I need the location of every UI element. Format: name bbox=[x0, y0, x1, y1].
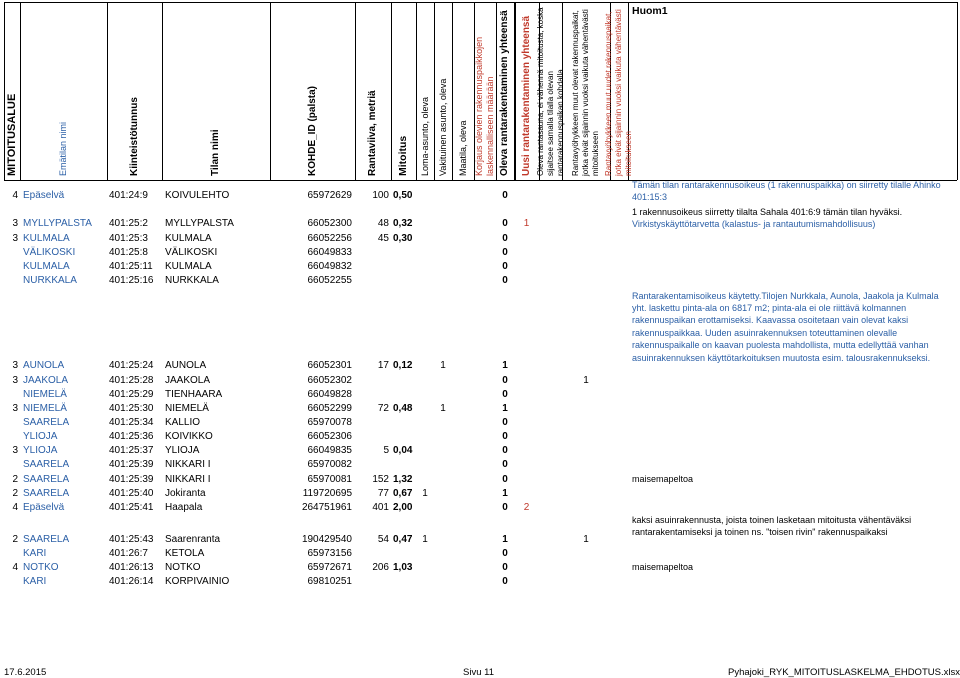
cell-tila: Jokiranta bbox=[165, 488, 206, 499]
cell-ema: SAARELA bbox=[23, 474, 70, 485]
cell-kohde: 66052255 bbox=[307, 275, 352, 286]
cell-tila: NIKKARI I bbox=[165, 474, 211, 485]
cell-mit: 2,00 bbox=[393, 502, 413, 513]
cell-oleva: 0 bbox=[502, 417, 508, 428]
column-header-mitoitus bbox=[397, 136, 410, 176]
cell-kohde: 65970078 bbox=[307, 417, 352, 428]
header-column-divider bbox=[20, 2, 21, 180]
column-header-uusi-yhteensa bbox=[521, 16, 533, 176]
column-header-loma-asunto bbox=[420, 97, 431, 176]
table-row bbox=[4, 562, 628, 576]
cell-mit: 0,04 bbox=[393, 445, 413, 456]
cell-tila: YLIOJA bbox=[165, 445, 200, 456]
column-header-line: sijaitsee samalla tilalla olevan bbox=[545, 71, 555, 176]
cell-kohde: 66049828 bbox=[307, 389, 352, 400]
cell-ranta: 152 bbox=[372, 474, 389, 485]
column-header-rantaviiva bbox=[367, 90, 379, 176]
column-header-line: mitoitukseen bbox=[591, 131, 600, 176]
cell-mo: 1 bbox=[583, 375, 589, 386]
table-row bbox=[4, 548, 628, 562]
column-header-line: Tilan nimi bbox=[210, 129, 221, 176]
table-row bbox=[4, 534, 628, 548]
cell-ema: JAAKOLA bbox=[23, 375, 69, 386]
cell-tila: AUNOLA bbox=[165, 360, 207, 371]
column-header-rantasauna bbox=[536, 7, 566, 176]
cell-ema: KARI bbox=[23, 548, 47, 559]
header-column-divider bbox=[514, 2, 516, 180]
cell-mit: 0,12 bbox=[393, 360, 413, 371]
cell-mit: 0,47 bbox=[393, 534, 413, 545]
cell-tila: KALLIO bbox=[165, 417, 201, 428]
cell-oleva: 0 bbox=[502, 431, 508, 442]
cell-kt: 401:25:43 bbox=[109, 534, 154, 545]
cell-tila: NIEMELÄ bbox=[165, 403, 209, 414]
cell-ranta: 5 bbox=[383, 445, 389, 456]
cell-oleva: 0 bbox=[502, 502, 508, 513]
cell-tila: NURKKALA bbox=[165, 275, 219, 286]
table-row bbox=[4, 502, 628, 516]
column-header-line: Maatila, oleva bbox=[457, 120, 468, 176]
cell-kohde: 66052302 bbox=[307, 375, 352, 386]
header-column-divider bbox=[957, 2, 958, 180]
cell-ema: SAARELA bbox=[23, 488, 70, 499]
cell-kohde: 66052306 bbox=[307, 431, 352, 442]
cell-tila: KULMALA bbox=[165, 233, 212, 244]
cell-tila: JAAKOLA bbox=[165, 375, 211, 386]
cell-uusi: 1 bbox=[523, 218, 530, 229]
column-header-line: jotka eivät sijainnin vuoksi vaikuta vähentävästi bbox=[614, 9, 623, 176]
note-text: kaksi asuinrakennusta, joista toinen lasketaan mitoitusta vähentäväksi rantarakentamiseksi ja toinen ns. "toisen rivin" rakennuspaikaksi bbox=[632, 515, 912, 538]
cell-kt: 401:25:39 bbox=[109, 459, 154, 470]
cell-ranta: 72 bbox=[377, 403, 389, 414]
cell-mit: 0,32 bbox=[393, 218, 413, 229]
column-header-line: Uusi rantarakentaminen yhteensä bbox=[520, 15, 532, 176]
column-header-line: Kiinteistötunnus bbox=[128, 97, 140, 176]
cell-ranta: 17 bbox=[377, 360, 389, 371]
cell-kt: 401:25:36 bbox=[109, 431, 154, 442]
column-header-ematilan-nimi bbox=[58, 122, 69, 176]
cell-alue: 3 bbox=[12, 375, 18, 386]
header-column-divider bbox=[391, 2, 392, 180]
column-header-line: MITOITUSALUE bbox=[5, 93, 18, 176]
cell-mit: 0,67 bbox=[393, 488, 413, 499]
column-header-line: rantarakennuspaikan kohdalla bbox=[555, 69, 565, 176]
table-row bbox=[4, 403, 628, 417]
cell-kohde: 66049833 bbox=[307, 247, 352, 258]
column-header-line: Oleva rantarakentaminen yhteensä bbox=[499, 10, 510, 176]
cell-alue: 4 bbox=[12, 562, 18, 573]
column-header-line: jotka eivät sijainnin vuoksi vaikuta vähentävästi bbox=[581, 9, 590, 176]
footer-page: Sivu 11 bbox=[463, 667, 494, 678]
table-row bbox=[4, 459, 628, 473]
table-row bbox=[4, 190, 628, 204]
cell-kohde: 66049835 bbox=[307, 445, 352, 456]
column-header-line: Oleva rantasauna, ei vähennä mitoitusta, koska bbox=[535, 7, 545, 176]
header-column-divider bbox=[496, 2, 497, 180]
table-row bbox=[4, 389, 628, 403]
column-header-line: Rantavyöhykkeen muut olevat rakennuspaikat, bbox=[571, 10, 580, 176]
footer-date: 17.6.2015 bbox=[4, 667, 47, 678]
header-column-divider bbox=[355, 2, 356, 180]
header-column-divider bbox=[270, 2, 271, 180]
header-column-divider bbox=[4, 2, 5, 180]
cell-ranta: 401 bbox=[372, 502, 389, 513]
column-header-maatila bbox=[458, 120, 469, 176]
cell-kohde: 66052256 bbox=[307, 233, 352, 244]
cell-kohde: 119720695 bbox=[302, 488, 352, 499]
column-header-korjaus bbox=[474, 37, 496, 176]
cell-alue: 4 bbox=[12, 190, 18, 201]
column-header-line: Korjaus olevien rakennuspaikkojen bbox=[474, 36, 484, 176]
table-row bbox=[4, 375, 628, 389]
cell-tila: KORPIVAINIO bbox=[165, 576, 230, 587]
cell-mo: 1 bbox=[583, 534, 589, 545]
header-column-divider bbox=[107, 2, 108, 180]
cell-ema: KULMALA bbox=[23, 261, 70, 272]
cell-kohde: 66049832 bbox=[307, 261, 352, 272]
table-row bbox=[4, 275, 628, 289]
cell-tila: NIKKARI I bbox=[165, 459, 211, 470]
cell-loma: 1 bbox=[422, 488, 428, 499]
cell-ema: KULMALA bbox=[23, 233, 70, 244]
cell-mit: 1,32 bbox=[393, 474, 413, 485]
cell-alue: 3 bbox=[12, 360, 18, 371]
cell-tila: KULMALA bbox=[165, 261, 212, 272]
cell-ema: SAARELA bbox=[23, 534, 70, 545]
cell-oleva: 1 bbox=[502, 360, 508, 371]
header-column-divider bbox=[434, 2, 435, 180]
cell-oleva: 0 bbox=[502, 233, 508, 244]
cell-kt: 401:25:8 bbox=[109, 247, 148, 258]
cell-vak: 1 bbox=[440, 403, 446, 414]
column-header-line: Mitoitus bbox=[397, 135, 410, 176]
cell-alue: 3 bbox=[12, 445, 18, 456]
cell-ranta: 45 bbox=[377, 233, 389, 244]
cell-kohde: 65970081 bbox=[307, 474, 352, 485]
cell-oleva: 0 bbox=[502, 548, 508, 559]
cell-loma: 1 bbox=[422, 534, 428, 545]
cell-ema: SAARELA bbox=[23, 417, 70, 428]
cell-ema: Epäselvä bbox=[23, 502, 65, 513]
cell-ranta: 100 bbox=[372, 190, 389, 201]
cell-kt: 401:25:24 bbox=[109, 360, 154, 371]
table-row bbox=[4, 218, 628, 232]
table-row bbox=[4, 360, 628, 374]
cell-oleva: 0 bbox=[502, 375, 508, 386]
cell-kt: 401:25:11 bbox=[109, 261, 153, 272]
cell-ranta: 206 bbox=[372, 562, 389, 573]
cell-ema: YLIOJA bbox=[23, 445, 58, 456]
table-row bbox=[4, 417, 628, 431]
column-header-line: laskennalliseen määrään bbox=[485, 76, 495, 176]
cell-tila: Saarenranta bbox=[165, 534, 221, 545]
cell-kohde: 65973156 bbox=[307, 548, 352, 559]
cell-ranta: 54 bbox=[377, 534, 389, 545]
table-row bbox=[4, 576, 628, 590]
cell-ema: AUNOLA bbox=[23, 360, 65, 371]
cell-ema: NIEMELÄ bbox=[23, 403, 67, 414]
cell-mit: 0,30 bbox=[393, 233, 413, 244]
cell-kt: 401:25:39 bbox=[109, 474, 154, 485]
note-text: yht. laskettu pinta-ala on 6817 m2; pinta-ala ei ole riittävä kolmannen rakennuspaikan erottamiseksi. Kaavassa osoitetaan vain olevat kaksi rakennuspaikkaa. Uuden asuinrakennuksen toteuttaminen olevalle rakennuspaikalle on kaavan puolesta mahdollista, mutta edellyttää vanhan asuinrakennuksen käyttötarkoituksen muutosta esim. talousrakennukseksi. bbox=[632, 303, 931, 363]
cell-tila: Haapala bbox=[165, 502, 203, 513]
cell-oleva: 0 bbox=[502, 190, 508, 201]
cell-oleva: 1 bbox=[502, 403, 508, 414]
column-header-line: Loma-asunto, oleva bbox=[419, 96, 430, 176]
cell-kt: 401:26:7 bbox=[109, 548, 148, 559]
cell-mit: 0,48 bbox=[393, 403, 413, 414]
table-row bbox=[4, 431, 628, 445]
cell-oleva: 0 bbox=[502, 218, 508, 229]
header-column-divider bbox=[162, 2, 163, 180]
note-text: maisemapeltoa bbox=[632, 562, 694, 572]
cell-oleva: 1 bbox=[502, 534, 508, 545]
cell-kt: 401:26:14 bbox=[109, 576, 154, 587]
cell-kohde: 264751961 bbox=[301, 502, 352, 513]
cell-kt: 401:25:40 bbox=[109, 488, 154, 499]
cell-kohde: 65970082 bbox=[307, 459, 352, 470]
cell-alue: 4 bbox=[12, 502, 18, 513]
table-row bbox=[4, 445, 628, 459]
cell-vak: 1 bbox=[440, 360, 446, 371]
cell-alue: 3 bbox=[12, 218, 18, 229]
column-header-line: Vakituinen asunto, oleva bbox=[437, 78, 448, 176]
cell-kohde: 66052300 bbox=[307, 218, 352, 229]
cell-alue: 2 bbox=[12, 488, 18, 499]
cell-ema: SAARELA bbox=[23, 459, 70, 470]
cell-oleva: 0 bbox=[502, 576, 508, 587]
cell-ranta: 77 bbox=[377, 488, 389, 499]
column-header-kiinteistotunnus bbox=[129, 97, 141, 176]
column-header-vakituinen bbox=[438, 79, 449, 176]
note-text: 1 rakennusoikeus siirretty tilalta Sahala 401:6:9 tämän tilan hyväksi. bbox=[632, 207, 903, 217]
cell-alue: 3 bbox=[12, 233, 18, 244]
cell-tila: KOIVULEHTO bbox=[165, 190, 230, 201]
cell-ema: YLIOJA bbox=[23, 431, 58, 442]
column-header-line: mitoitukseen bbox=[624, 131, 633, 176]
cell-kt: 401:25:16 bbox=[109, 275, 154, 286]
column-header-kohde-id bbox=[307, 86, 319, 176]
cell-ema: VÄLIKOSKI bbox=[23, 247, 76, 258]
column-header-line: Emätilan nimi bbox=[58, 121, 68, 176]
cell-ranta: 48 bbox=[377, 218, 389, 229]
cell-mit: 1,03 bbox=[393, 562, 413, 573]
cell-tila: KETOLA bbox=[165, 548, 205, 559]
cell-alue: 2 bbox=[12, 534, 18, 545]
cell-kt: 401:25:29 bbox=[109, 389, 154, 400]
cell-alue: 2 bbox=[12, 474, 18, 485]
header-top-border bbox=[4, 2, 957, 3]
cell-tila: KOIVIKKO bbox=[165, 431, 213, 442]
cell-kt: 401:25:41 bbox=[109, 502, 154, 513]
column-header-oleva-yhteensa bbox=[499, 10, 511, 176]
note-text: Tämän tilan rantarakennusoikeus (1 rakennuspaikka) on siirretty tilalle Ahinko 401:15:3 bbox=[632, 180, 941, 203]
cell-ema: NIEMELÄ bbox=[23, 389, 67, 400]
column-header-tilan-nimi bbox=[210, 130, 222, 177]
column-header-line: Rantaviiva, metriä bbox=[367, 90, 378, 176]
header-column-divider bbox=[416, 2, 417, 180]
cell-tila: NOTKO bbox=[165, 562, 201, 573]
cell-kt: 401:24:9 bbox=[109, 190, 148, 201]
cell-kt: 401:25:34 bbox=[109, 417, 154, 428]
cell-kohde: 65972671 bbox=[307, 562, 352, 573]
cell-kohde: 66052299 bbox=[307, 403, 352, 414]
cell-oleva: 0 bbox=[502, 389, 508, 400]
cell-kt: 401:26:13 bbox=[109, 562, 154, 573]
table-row bbox=[4, 247, 628, 261]
cell-oleva: 0 bbox=[502, 459, 508, 470]
cell-kt: 401:25:2 bbox=[109, 218, 148, 229]
cell-kt: 401:25:37 bbox=[109, 445, 154, 456]
column-header-mitoitusalue bbox=[6, 94, 19, 176]
cell-uusi: 2 bbox=[523, 502, 530, 513]
cell-oleva: 0 bbox=[502, 247, 508, 258]
cell-oleva: 0 bbox=[502, 261, 508, 272]
note-text: maisemapeltoa bbox=[632, 474, 694, 484]
note-text: Virkistyskäyttötarvetta (kalastus- ja rantautumismahdollisuus) bbox=[632, 219, 876, 229]
note-text: Rantarakentamisoikeus käytetty.Tilojen Nurkkala, Aunola, Jaakola ja Kulmala bbox=[632, 291, 939, 301]
cell-kt: 401:25:3 bbox=[109, 233, 148, 244]
cell-kt: 401:25:30 bbox=[109, 403, 154, 414]
cell-tila: VÄLIKOSKI bbox=[165, 247, 218, 258]
header-column-divider bbox=[452, 2, 453, 180]
cell-oleva: 0 bbox=[502, 275, 508, 286]
column-header-line: Rantavyöhykkeen muut uudet rakennuspaikat, bbox=[604, 11, 613, 176]
cell-ema: NURKKALA bbox=[23, 275, 77, 286]
column-header-muut-olevat bbox=[571, 9, 601, 176]
column-header-line: KOHDE_ID (palsta) bbox=[306, 85, 318, 176]
cell-alue: 3 bbox=[12, 403, 18, 414]
cell-kt: 401:25:28 bbox=[109, 375, 154, 386]
cell-tila: MYLLYPALSTA bbox=[165, 218, 234, 229]
cell-tila: TIENHAARA bbox=[165, 389, 223, 400]
table-row bbox=[4, 488, 628, 502]
table-row bbox=[4, 261, 628, 275]
column-header-huom: Huom1 bbox=[632, 5, 668, 17]
footer-filename: Pyhajoki_RYK_MITOITUSLASKELMA_EHDOTUS.xlsx bbox=[728, 667, 960, 678]
cell-ema: KARI bbox=[23, 576, 47, 587]
cell-oleva: 1 bbox=[502, 488, 508, 499]
cell-kohde: 66052301 bbox=[307, 360, 352, 371]
cell-oleva: 0 bbox=[502, 474, 508, 485]
cell-ema: MYLLYPALSTA bbox=[23, 218, 92, 229]
cell-mit: 0,50 bbox=[393, 190, 413, 201]
cell-kohde: 69810251 bbox=[307, 576, 352, 587]
table-row bbox=[4, 233, 628, 247]
cell-oleva: 0 bbox=[502, 562, 508, 573]
cell-kohde: 65972629 bbox=[307, 190, 352, 201]
cell-ema: Epäselvä bbox=[23, 190, 65, 201]
column-header-muut-uudet bbox=[604, 9, 634, 176]
table-row bbox=[4, 474, 628, 488]
cell-kohde: 190429540 bbox=[301, 534, 352, 545]
cell-oleva: 0 bbox=[502, 445, 508, 456]
cell-ema: NOTKO bbox=[23, 562, 59, 573]
